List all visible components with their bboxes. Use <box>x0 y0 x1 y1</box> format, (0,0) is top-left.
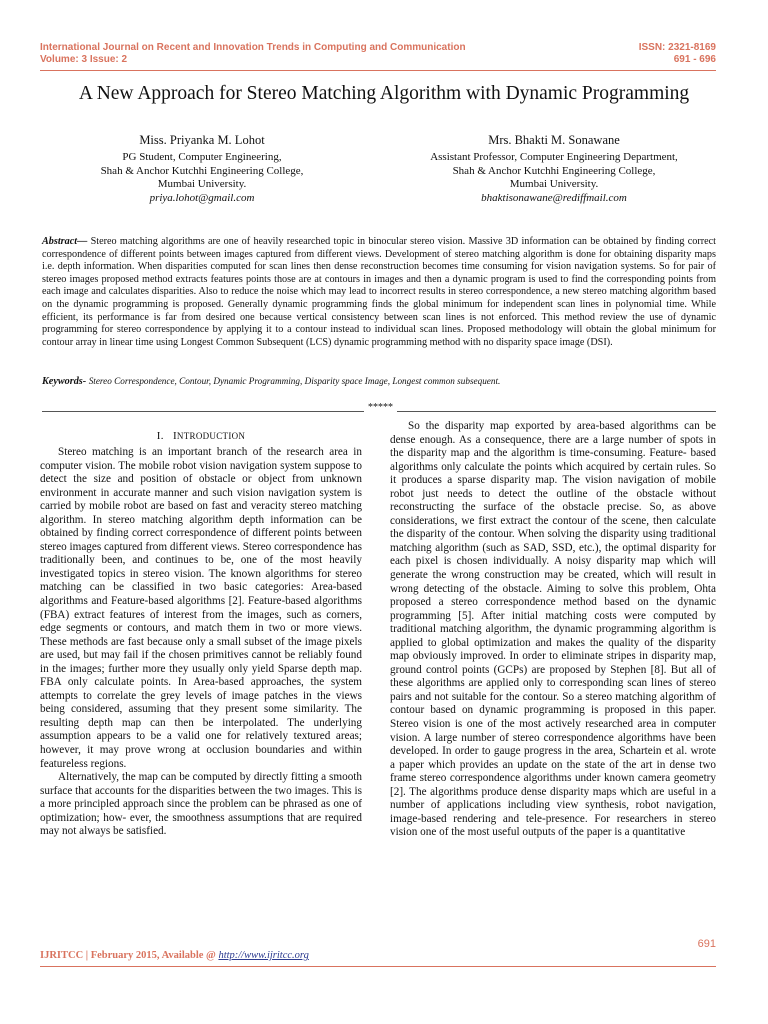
author-2-affil-3: Mumbai University. <box>509 178 599 191</box>
author-2-affil-1: Assistant Professor, Computer Engineering Department, <box>430 151 678 164</box>
author-1 <box>42 134 362 205</box>
author-1-name: Miss. Priyanka M. Lohot <box>139 133 265 147</box>
author-2 <box>394 134 714 205</box>
abstract-text: Stereo matching algorithms are one of heavily researched topic in binocular stereo vision. Massive 3D information can be obtained by finding correct correspondence of different points between images captured from different views. Development of stereo matching algorithm is done for obtaining disparity maps i.e. depth information. When disparities computed for scan lines then dense reconstruction becomes time consuming for vision navigation systems. So for pair of stereo images proposed method extracts features points those are at contours in images and then a dynamic program is used to find the corresponding points from each image and calculates disparities. Also to reduce the noise which may lead to incorrect results in stereo correspondence, a new stereo matching algorithm based on the dynamic programming is proposed. Generally dynamic programming finds the global minimum for independent scan lines in polynomial time. While efficient, its performance is far from desired one because vertical consistency between scan lines is not enforced. This method review the use of dynamic programming for stereo correspondence by applying it to a contour instead to individual scan lines. Proposed methodology will obtain the global minimum for contour array in linear time using Longest Common Subsequent (LCS) dynamic programming method with no disparity space image (DSI). <box>42 236 717 348</box>
paragraph: Alternatively, the map can be computed by directly fitting a smooth surface that accounts for the disparities between the two images. This is a more principled approach since the problem can be phrased as one of optimization; how- ever, the smoothness assumptions that are required may not always be satisfied. <box>40 771 362 838</box>
footer-rule <box>40 966 716 967</box>
author-1-affil-2: Shah & Anchor Kutchhi Engineering College, <box>100 164 304 177</box>
right-column <box>390 420 716 840</box>
author-2-name: Mrs. Bhakti M. Sonawane <box>488 133 620 147</box>
author-1-email: priya.lohot@gmail.com <box>149 191 255 204</box>
keywords-text: Stereo Correspondence, Contour, Dynamic Programming, Disparity space Image, Longest common subsequent. <box>88 376 501 386</box>
author-1-affil-3: Mumbai University. <box>157 178 247 191</box>
page-number: 691 <box>697 938 716 950</box>
paragraph: So the disparity map exported by area-based algorithms can be dense enough. As a consequence, there are a large number of spots in the disparity map and the algorithm is time-consuming. Feature- based algorithms only calculate the points which acquired by certain rules. So it produces a sparse disparity map. The vision navigation of mobile robot just needs to detect the outline of the obstacle without reconstructing the surface of the obstacle precise. So, as above considerations, we first extract the contour of the scene, then calculate the disparity of the contour. When solving the disparity using traditional matching algorithm (such as SAD, SSD, etc.), the optimal disparity for each pixel is chosen individually. A noisy disparity map which will generate the wrong construction may be created, which will result in wrong detecting of the obstacle. Aiming to solve this problem, Ohta proposed a stereo correspondence method based on the dynamic programming [5]. After initial matching costs were computed by traditional matching algorithm, the dynamic programming algorithm is applied to global optimization and makes the quality of the disparity map obviously improved. In order to eliminate stripes in disparity map, ground control points (GCPs) are proposed by Stephen [8]. But all of these algorithms are applied only to corresponding scan lines of stereo pairs and not suitable for the contour. So a stereo matching algorithm of contour based on dynamic programming is proposed in this paper. Stereo vision is one of the most actively researched area in computer vision. A large number of stereo correspondence algorithms have been developed. In order to gauge progress in the area, Schartein et al. wrote a paper which provides an update on the state of the art in dense two frame stereo correspondence algorithms under known camera geometry [2]. The algorithms produce dense disparity maps which are useful in a number of applications including view synthesis, robot navigation, image-based rendering and tele-presence. For researchers in stereo vision one of the most useful outputs of the paper is a quantitative <box>390 420 716 839</box>
section-number: I. <box>156 430 164 442</box>
author-2-affil-2: Shah & Anchor Kutchhi Engineering College, <box>452 164 656 177</box>
author-1-affil-1: PG Student, Computer Engineering, <box>122 151 282 164</box>
separator-stars: ***** <box>364 402 397 413</box>
journal-pages: 691 - 696 <box>673 54 716 65</box>
paragraph: Stereo matching is an important branch of the research area in computer vision. The mobile robot vision navigation system suppose to detect the size and position of obstacle or object from unknown environment in accurate manner and such vision navigation system is carried by mobile robot are based on fast and veracity stereo matching algorithm. In stereo matching algorithm depth information can be obtained by finding correct correspondence of different points between stereo images captured from different views. Stereo correspondence has traditionally been, and continues to be, one of the most heavily investigated topics in stereo vision. The known algorithms for stereo matching can be classified in two basic categories: Area-based algorithms and Feature-based algorithms [2]. Feature-based algorithms (FBA) extract features of interest from the images, such as corners, edge segments or contours, and match them in two or more views. These methods are fast because only a small subset of the image pixels are used, but may fail if the chosen primitives cannot be reliably found in the images; further more they usually only yield Sparse depth map. FBA only calculate points. In Area-based approaches, the system attempts to correlate the grey levels of image patches in the views being considered, assuming that they present some similarity. The resulting depth map can then be interpolated. The underlying assumption appears to be a valid one for relatively textured areas; however, it may prove wrong at occlusion boundaries and within featureless regions. <box>40 446 362 770</box>
journal-volume: Volume: 3 Issue: 2 <box>40 54 128 65</box>
section-title-initial: I <box>172 430 177 442</box>
footer-text: IJRITCC | February 2015, Available @ <box>40 950 219 961</box>
section-separator <box>42 402 716 416</box>
footer <box>40 950 309 961</box>
footer-link[interactable]: http://www.ijritcc.org <box>218 950 309 961</box>
keywords-label: Keywords- <box>42 376 87 387</box>
left-column <box>40 446 362 839</box>
section-heading-introduction <box>40 430 362 442</box>
section-title-rest: NTRODUCTION <box>176 431 246 441</box>
journal-name: International Journal on Recent and Innovation Trends in Computing and Communication <box>40 42 466 53</box>
paper-title: A New Approach for Stereo Matching Algorithm with Dynamic Programming <box>78 83 690 104</box>
abstract <box>42 236 716 349</box>
header-rule <box>40 70 716 71</box>
author-2-email: bhaktisonawane@rediffmail.com <box>481 191 627 204</box>
abstract-label: Abstract— <box>42 236 88 247</box>
journal-issn: ISSN: 2321-8169 <box>638 42 716 53</box>
keywords <box>42 376 716 387</box>
